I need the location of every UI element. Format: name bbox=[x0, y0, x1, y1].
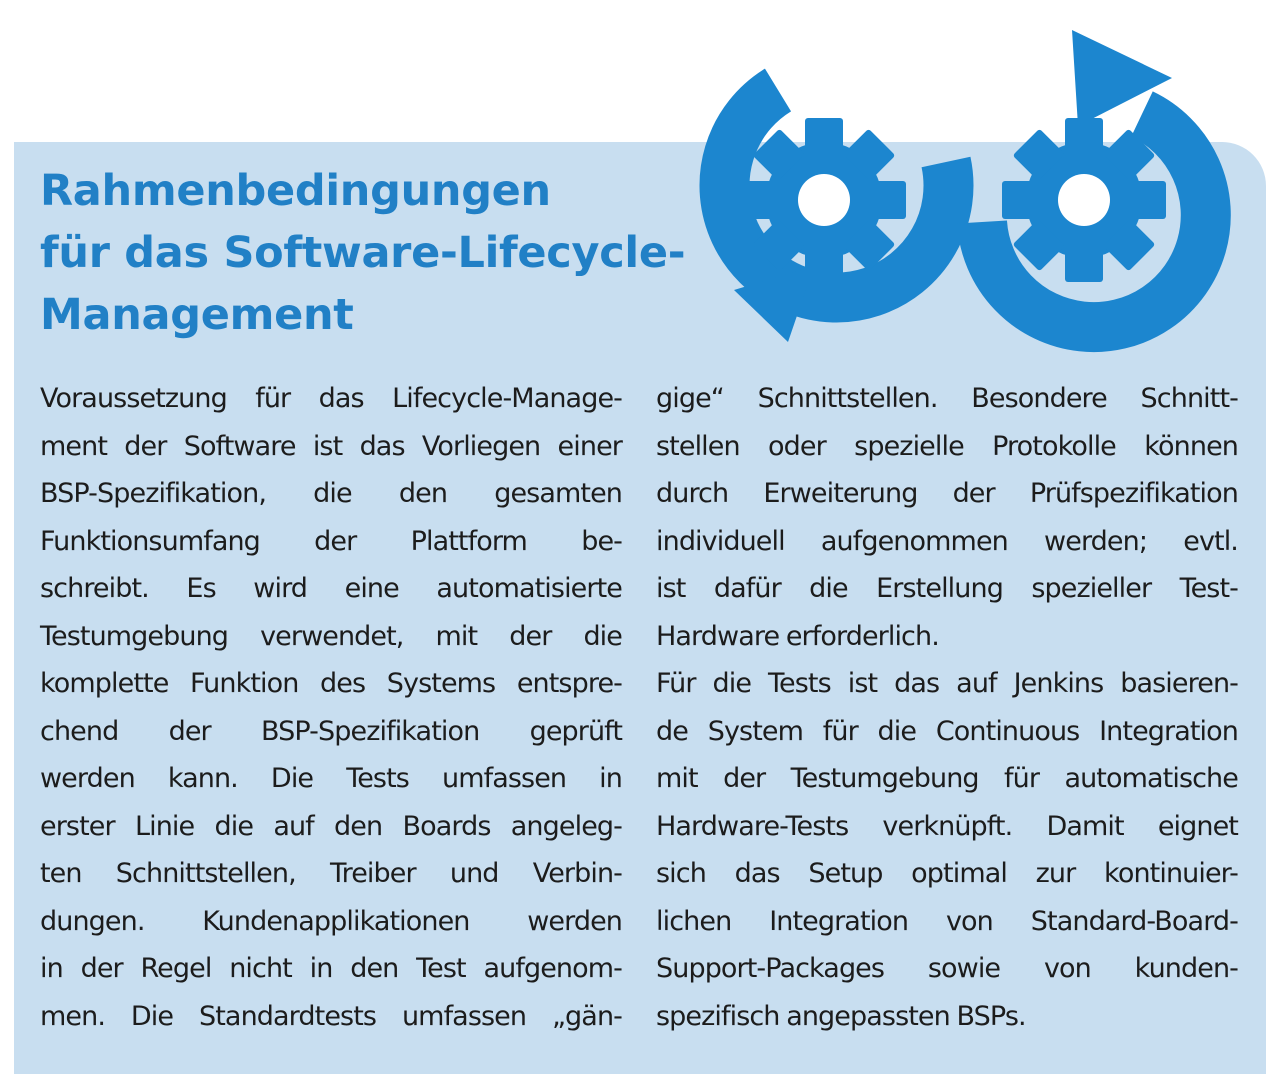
paragraph-line: men. Die Standardtests umfassen „gän- bbox=[40, 1000, 622, 1032]
paragraph-line: durch Erweiterung der Prüfspezifikation bbox=[656, 478, 1238, 509]
paragraph-line: in der Regel nicht in den Test aufgenom- bbox=[40, 953, 622, 984]
paragraph-line: gige“ Schnittstellen. Besondere Schnitt- bbox=[656, 383, 1238, 414]
paragraph-line: Voraussetzung für das Lifecycle-Manage- bbox=[40, 383, 622, 414]
paragraph-line: werden kann. Die Tests umfassen in bbox=[40, 763, 622, 794]
paragraph-line: komplette Funktion des Systems entspre- bbox=[40, 668, 622, 699]
paragraph-line: ten Schnittstellen, Treiber und Verbin- bbox=[40, 858, 622, 889]
paragraph-line: ist dafür die Erstellung spezieller Test- bbox=[656, 573, 1238, 604]
infinity-loop-with-two-gears-icon bbox=[660, 22, 1260, 372]
paragraph-line: sich das Setup optimal zur kontinuier- bbox=[656, 858, 1238, 889]
title-line: Rahmenbedingungen bbox=[40, 166, 551, 216]
box-title bbox=[40, 160, 685, 346]
paragraph-line: Hardware-Tests verknüpft. Damit eignet bbox=[656, 810, 1238, 842]
title-line: Management bbox=[40, 290, 354, 340]
title-line: für das Software-Lifecycle- bbox=[40, 228, 686, 278]
paragraph-line: Support-Packages sowie von kunden- bbox=[656, 953, 1238, 984]
paragraph-line: BSP-Spezifikation, die den gesamten bbox=[40, 478, 622, 509]
paragraph-line: Testumgebung verwendet, mit der die bbox=[40, 620, 622, 652]
paragraph-line: chend der BSP-Spezifikation geprüft bbox=[40, 715, 622, 747]
paragraph-line: spezifisch angepassten BSPs. bbox=[656, 1000, 1026, 1032]
paragraph-line: Für die Tests ist das auf Jenkins basieren- bbox=[656, 668, 1238, 699]
paragraph-line: dungen. Kundenapplikationen werden bbox=[40, 905, 622, 937]
paragraph-line: de System für die Continuous Integration bbox=[656, 715, 1238, 747]
text-column-right bbox=[656, 375, 1238, 1040]
paragraph-line: ment der Software ist das Vorliegen einer bbox=[40, 430, 622, 462]
paragraph-line: lichen Integration von Standard-Board- bbox=[656, 905, 1238, 937]
paragraph-line: Hardware erforderlich. bbox=[656, 620, 939, 652]
paragraph-line: stellen oder spezielle Protokolle können bbox=[656, 430, 1238, 462]
paragraph-line: Funktionsumfang der Plattform be- bbox=[40, 525, 622, 557]
paragraph-line: mit der Testumgebung für automatische bbox=[656, 763, 1238, 794]
paragraph-line: individuell aufgenommen werden; evtl. bbox=[656, 525, 1238, 557]
text-column-left bbox=[40, 375, 622, 1040]
paragraph-line: schreibt. Es wird eine automatisierte bbox=[40, 573, 622, 604]
paragraph-line: erster Linie die auf den Boards angeleg- bbox=[40, 810, 622, 842]
